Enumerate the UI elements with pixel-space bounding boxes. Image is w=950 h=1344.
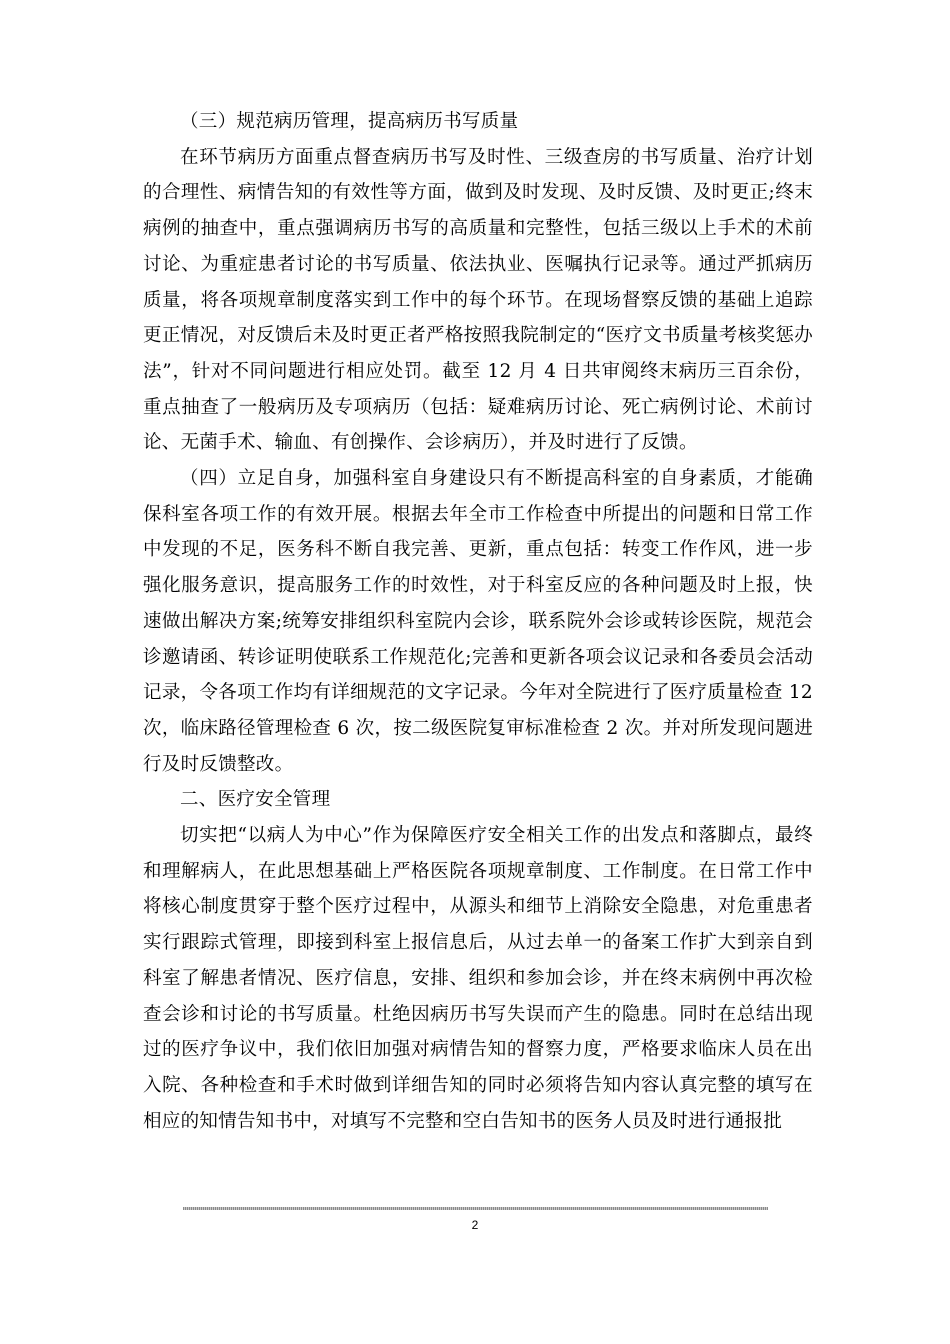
document-body bbox=[143, 104, 813, 1139]
paragraph-patient-centered: 切实把“以病人为中心”作为保障医疗安全相关工作的出发点和落脚点，最终和理解病人，在此思想基础上严格医院各项规章制度、工作制度。在日常工作中将核心制度贯穿于整个医疗过程中，从源头和细节上消除安全隐患，对危重患者实行跟踪式管理，即接到科室上报信息后，从过去单一的备案工作扩大到亲自到科室了解患者情况、医疗信息，安排、组织和参加会诊，并在终末病例中再次检查会诊和讨论的书写质量。杜绝因病历书写失误而产生的隐患。同时在总结出现过的医疗争议中，我们依旧加强对病情告知的督察力度，严格要求临床人员在出入院、各种检查和手术时做到详细告知的同时必须将告知内容认真完整的填写在相应的知情告知书中，对填写不完整和空白告知书的医务人员及时进行通报批 bbox=[143, 825, 813, 1132]
footer-divider bbox=[183, 1207, 768, 1210]
section-heading-medical-safety: 二、医疗安全管理 bbox=[180, 789, 331, 811]
page-number: 2 bbox=[471, 1218, 479, 1232]
section-heading-standardize-records: （三）规范病历管理，提高病历书写质量 bbox=[180, 111, 519, 132]
paragraph-self-building: （四）立足自身，加强科室自身建设只有不断提高科室的自身素质，才能确保科室各项工作的有效开展。根据去年全市工作检查中所提出的问题和日常工作中发现的不足，医务科不断自我完善、更新，重点包括：转变工作作风，进一步强化服务意识，提高服务工作的时效性，对于科室反应的各种问题及时上报，快速做出解决方案;统筹安排组织科室院内会诊，联系院外会诊或转诊医院，规范会诊邀请函、转诊证明使联系工作规范化;完善和更新各项会议记录和各委员会活动记录，令各项工作均有详细规范的文字记录。今年对全院进行了医疗质量检查 12 次，临床路径管理检查 6 次，按二级医院复审标准检查 2 次。并对所发现问题进行及时反馈整改。 bbox=[143, 468, 813, 775]
paragraph-record-review: 在环节病历方面重点督查病历书写及时性、三级查房的书写质量、治疗计划的合理性、病情告知的有效性等方面，做到及时发现、及时反馈、及时更正;终末病例的抽查中，重点强调病历书写的高质量和完整性，包括三级以上手术的术前讨论、为重症患者讨论的书写质量、依法执业、医嘱执行记录等。通过严抓病历质量，将各项规章制度落实到工作中的每个环节。在现场督察反馈的基础上追踪更正情况，对反馈后未及时更正者严格按照我院制定的“医疗文书质量考核奖惩办法”，针对不同问题进行相应处罚。截至 12 月 4 日共审阅终末病历三百余份，重点抽查了一般病历及专项病历（包括：疑难病历讨论、死亡病例讨论、术前讨论、无菌手术、输血、有创操作、会诊病历），并及时进行了反馈。 bbox=[143, 146, 813, 454]
